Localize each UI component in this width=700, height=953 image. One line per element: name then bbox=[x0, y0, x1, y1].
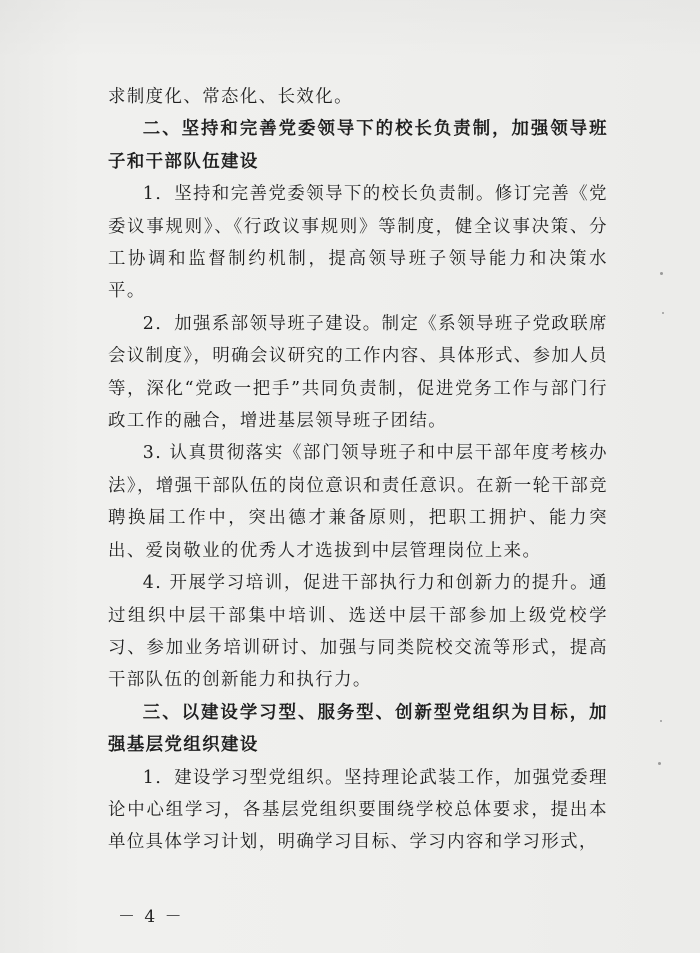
scan-speck bbox=[662, 312, 664, 314]
paragraph-continuation: 求制度化、常态化、长效化。 bbox=[108, 87, 353, 107]
document-body bbox=[108, 81, 608, 859]
scan-speck bbox=[660, 272, 663, 275]
paragraph-item-2: 2．加强系部领导班子建设。制定《系领导班子党政联席会议制度》，明确会议研究的工作内容、具体形式、参加人员等，深化“党政一把手”共同负责制，促进党务工作与部门行政工作的融合，增进基层领导班子团结。 bbox=[108, 313, 608, 432]
scan-shadow bbox=[0, 0, 700, 60]
section-heading-2: 二、坚持和完善党委领导下的校长负责制，加强领导班子和干部队伍建设 bbox=[108, 119, 608, 172]
page-number: － 4 － bbox=[118, 907, 184, 927]
section-heading-3: 三、以建设学习型、服务型、创新型党组织为目标，加强基层党组织建设 bbox=[108, 702, 608, 756]
paragraph-item-4: 4. 开展学习培训，促进干部执行力和创新力的提升。通过组织中层干部集中培训、选送中层干部参加上级党校学习、参加业务培训研讨、加强与同类院校交流等形式，提高干部队伍的创新能力和执行力。 bbox=[108, 573, 608, 691]
scan-speck bbox=[658, 762, 661, 765]
scan-speck bbox=[660, 720, 662, 722]
paragraph-item-1: 1．坚持和完善党委领导下的校长负责制。修订完善《党委议事规则》、《行政议事规则》等制度，健全议事决策、分工协调和监督制约机制，提高领导班子领导能力和决策水平。 bbox=[108, 184, 608, 302]
paragraph-item-3: 3. 认真贯彻落实《部门领导班子和中层干部年度考核办法》，增强干部队伍的岗位意识和责任意识。在新一轮干部竞聘换届工作中，突出德才兼备原则，把职工拥护、能力突出、爱岗敬业的优秀人才选拔到中层管理岗位上来。 bbox=[108, 443, 608, 561]
paragraph-item-1-section-3: 1．建设学习型党组织。坚持理论武装工作，加强党委理论中心组学习，各基层党组织要围绕学校总体要求，提出本单位具体学习计划，明确学习目标、学习内容和学习形式， bbox=[108, 767, 608, 853]
